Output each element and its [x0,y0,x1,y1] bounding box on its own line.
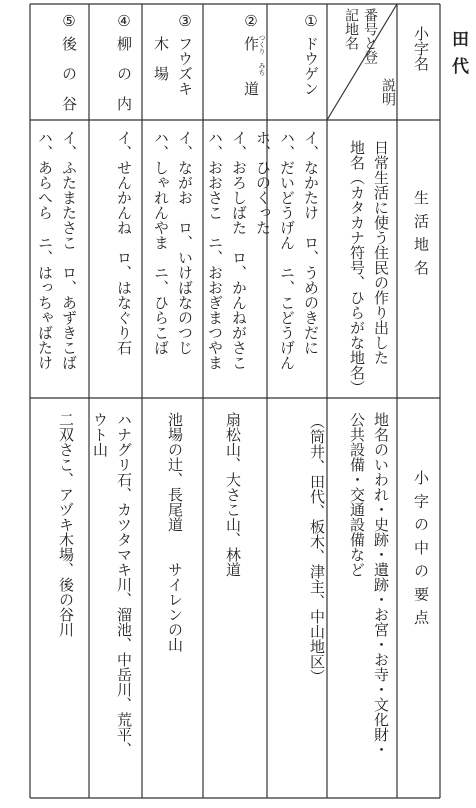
header-points-title: 小字の中の要点 [412,470,430,633]
page-label: 田代 [448,30,468,84]
intro-points-line-3: （筒井、田代、板木、津主、中山地区） [308,414,326,684]
row-2-name-ruby: つくり みち [258,34,266,76]
intro-living-line-2: 地名（カタカナ符号、ひらがな地名） [348,140,366,395]
row-3-name-2: 木 場 [152,36,170,81]
row-1-name: ドウゲン [302,36,320,96]
row-4-points-1: ハナグリ石、カツタマキ川、溜池、中岳川、荒平、 [115,412,133,757]
row-4-name: 柳 の 内 [115,36,133,111]
row-1-living-2: ハ、だいどうげん ニ、こどうげん [278,130,296,370]
row-3-name-1: フウズキ [176,36,194,96]
row-5-name: 後 の 谷 [60,36,78,111]
row-5-living-1: イ、ふたまたさこ ロ、あずきこば [60,130,78,370]
row-4-points-2: ウト山 [91,412,109,457]
row-5-living-2: ハ、あらへら ニ、はっちゃばたけ [36,130,54,370]
intro-living-line-1: 日常生活に使う住民の作り出した [372,140,390,365]
row-4-living-1: イ、せんかんね ロ、はなぐり石 [115,130,133,355]
header-diag-bottom: 説明 [380,78,396,106]
header-living-title: 生活地名 [412,190,430,283]
row-5-number: ⑤ [60,12,78,30]
intro-points-line-2: 公共設備・交通設備など [348,412,366,577]
row-1-living-3: ホ、ひのくった [254,130,272,235]
row-3-living-2: ハ、しゃれんやま ニ、ひらこば [152,130,170,355]
row-1-living-1: イ、なかたけ ロ、うめのきだに [302,130,320,355]
intro-points-line-1: 地名のいわれ・史跡・遺跡・お宮・お寺・文化財・ [372,412,390,757]
row-2-living-1: イ、おろしばた ロ、かんねがさこ [230,130,248,370]
row-1-number: ① [302,12,320,30]
row-3-number: ③ [176,12,194,30]
header-diag-top: 番号と登記地名 [343,8,378,64]
row-2-name: 作 道 [242,36,260,96]
header-col-title: 小字名 [412,26,430,71]
row-2-points-1: 扇松山、大さこ山、林道 [224,412,242,577]
row-3-living-1: イ、ながお ロ、いけばなのつじ [176,130,194,355]
row-2-living-2: ハ、おおさこ ニ、おおぎまつやま [206,130,224,370]
row-4-number: ④ [115,12,133,30]
row-3-points-1: 池場の辻、長尾道 サイレンの山 [166,412,184,652]
row-5-points-1: 二双さこ、アヅキ木場、後の谷川 [57,412,75,637]
row-2-number: ② [242,12,260,30]
